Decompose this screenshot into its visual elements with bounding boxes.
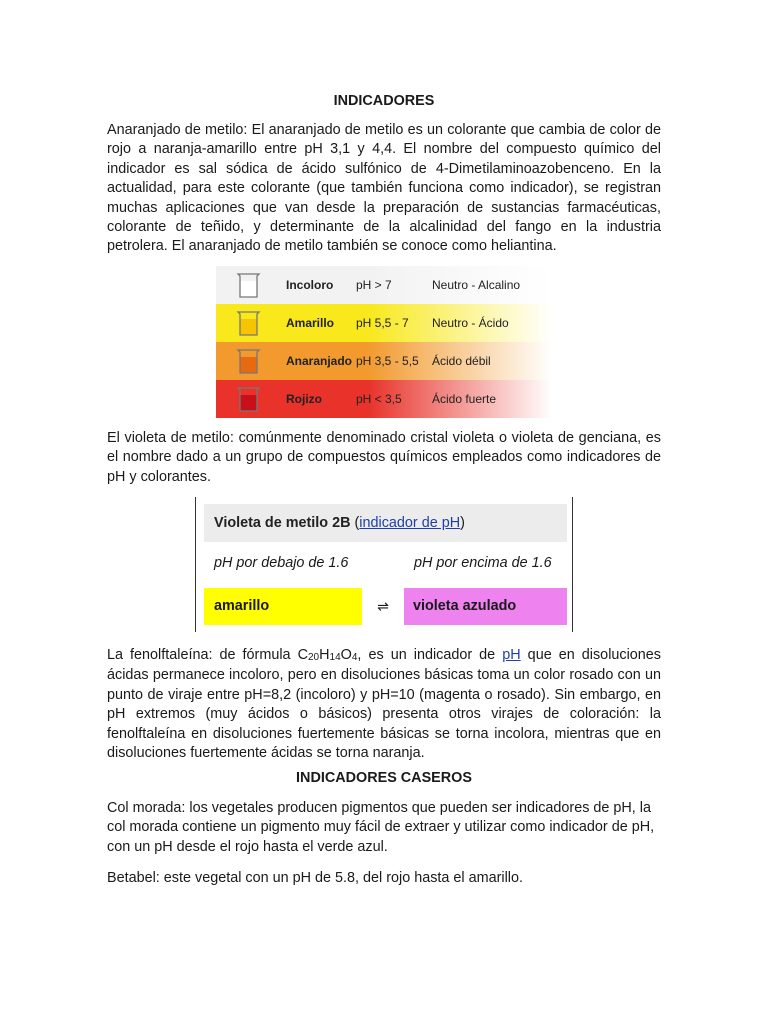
col-morada-paragraph: Col morada: los vegetales producen pigmentos que pueden ser indicadores de pH, la col morada contiene un pigmento muy fácil de extraer y utilizar como indicador de pH, con un pH desde el rojo hasta el verde azul. [107, 800, 655, 855]
beaker-icon [236, 347, 262, 375]
low-color-cell: amarillo [204, 588, 362, 625]
methyl-orange-cell-type: Neutro - Alcalino [432, 278, 521, 292]
methyl-orange-cell-color-name: Incoloro [286, 278, 334, 292]
methyl-orange-row [216, 304, 552, 342]
text-fragment: , es un indicador de [357, 647, 503, 663]
ph-below-label: pH por debajo de 1.6 [214, 555, 349, 571]
methyl-orange-row [216, 342, 552, 380]
methyl-orange-cell-color-name: Rojizo [286, 392, 322, 406]
violeta-table-header [204, 504, 567, 542]
beaker-icon [236, 385, 262, 413]
text-fragment: que en disoluciones ácidas permanece incoloro, pero en disoluciones básicas toma un color rosado con un punto de viraje entre pH=8,2 (incoloro) y pH=10 (magenta o rosado). Sin embargo, en pH extremos (muy ácidos o básicos) presenta otros virajes de coloración: la fenolftaleína en disoluciones fuertemente básicas se torna incolora, mientras que en disoluciones fuertemente ácidas se torna naranja. [107, 647, 661, 762]
methyl-orange-cell-ph: pH < 3,5 [356, 392, 402, 406]
methyl-orange-table [216, 266, 552, 418]
text-fragment: ( [350, 515, 360, 531]
betabel-paragraph: Betabel: este vegetal con un pH de 5.8, del rojo hasta el amarillo. [107, 870, 523, 886]
methyl-orange-cell-type: Ácido débil [432, 354, 491, 368]
methyl-orange-cell-type: Neutro - Ácido [432, 316, 509, 330]
phenolphthalein-paragraph [107, 646, 661, 763]
methyl-orange-cell-ph: pH 5,5 - 7 [356, 316, 409, 330]
page-title: INDICADORES [333, 93, 435, 109]
text-fragment: O [340, 647, 352, 663]
beaker-icon [236, 271, 262, 299]
high-color-cell: violeta azulado [404, 588, 567, 625]
beaker-icon [236, 309, 262, 337]
section-heading-caseros: INDICADORES CASEROS [296, 770, 472, 786]
methyl-orange-cell-type: Ácido fuerte [432, 392, 497, 406]
subscript: 4 [351, 652, 358, 663]
methyl-orange-row [216, 380, 552, 418]
methyl-orange-cell-color-name: Amarillo [286, 316, 335, 330]
subscript: 20 [307, 652, 320, 663]
text-fragment: H [319, 647, 330, 663]
equilibrium-arrow-icon: ⇌ [377, 598, 389, 614]
subscript: 14 [329, 652, 341, 663]
methyl-orange-cell-color-name: Anaranjado [286, 354, 353, 368]
methyl-orange-paragraph: Anaranjado de metilo: El anaranjado de metilo es un colorante que cambia de color de rojo a naranja-amarillo entre pH 3,1 y 4,4. El nombre del compuesto químico del indicador es sal sódica de ácido sulfónico de 4-Dimetilaminoazobenceno. En la actualidad, para este colorante (que también funciona como indicador), se registran muchas aplicaciones que van desde la preparación de sustancias farmacéuticas, colorante de teñido, y determinante de la alcalinidad del fango en la industria petrolera. El anaranjado de metilo también se conoce como heliantina. [107, 122, 661, 255]
methyl-orange-row [216, 266, 552, 304]
methyl-violet-paragraph: El violeta de metilo: comúnmente denominado cristal violeta o violeta de genciana, es el nombre dado a un grupo de compuestos químicos empleados como indicadores de pH y colorantes. [107, 430, 661, 485]
indicador-de-ph-link[interactable]: indicador de pH [359, 515, 461, 531]
methyl-violet-table [195, 497, 573, 632]
text-fragment: La fenolftaleína: de fórmula C [107, 647, 308, 663]
ph-link[interactable]: pH [502, 647, 521, 663]
violeta-title: Violeta de metilo 2B [214, 515, 351, 531]
methyl-orange-cell-ph: pH 3,5 - 5,5 [356, 354, 419, 368]
text-fragment: ) [460, 515, 465, 531]
ph-above-label: pH por encima de 1.6 [414, 555, 552, 571]
methyl-orange-cell-ph: pH > 7 [356, 278, 392, 292]
